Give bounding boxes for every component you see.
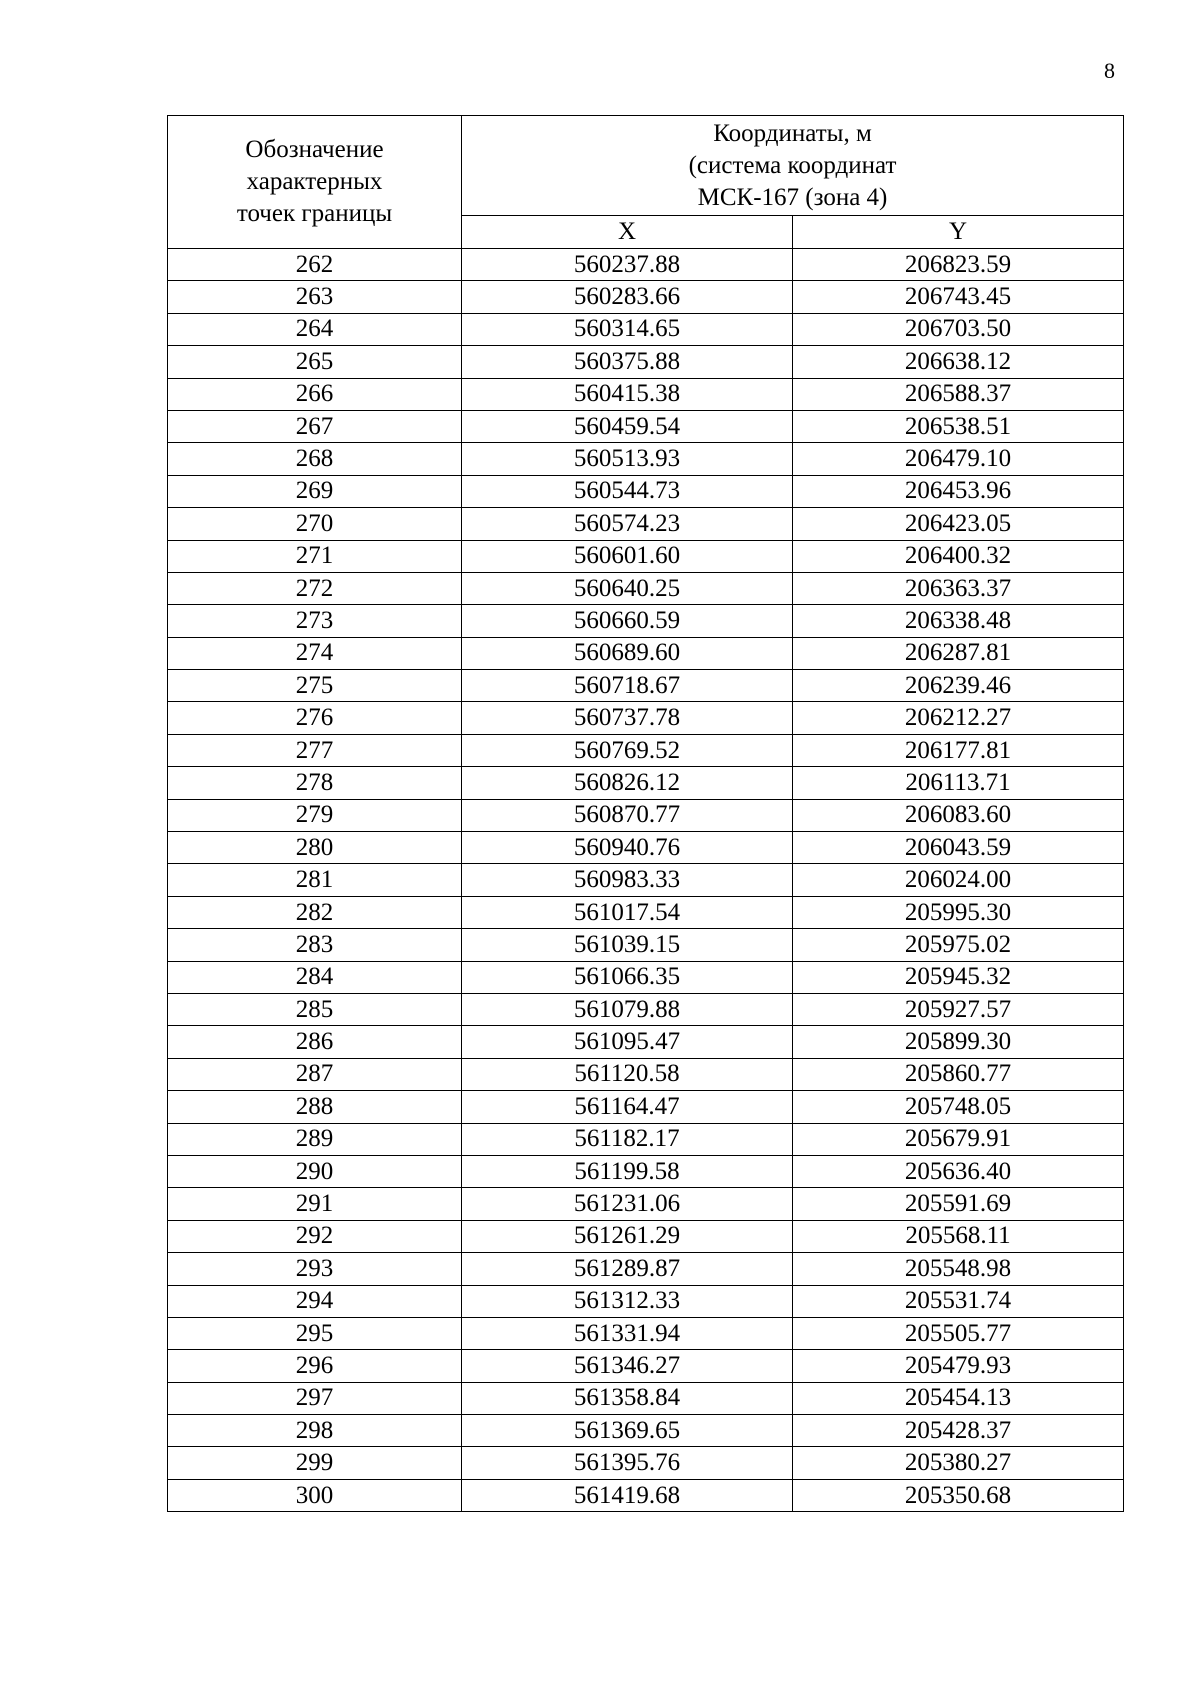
table-row [168,1253,1124,1285]
table-row [168,605,1124,637]
y-coordinate-cell: 206743.45 [793,281,1124,313]
x-coordinate-cell: 560601.60 [462,540,793,572]
point-number-cell: 268 [168,443,462,475]
x-coordinate-cell: 561039.15 [462,929,793,961]
page-number: 8 [1104,58,1115,83]
table-row [168,734,1124,766]
x-coordinate-cell: 561346.27 [462,1350,793,1382]
point-number-cell: 264 [168,313,462,345]
point-designation-header-line: Обозначение [245,136,384,163]
point-number-cell: 293 [168,1253,462,1285]
y-coordinate-cell: 205479.93 [793,1350,1124,1382]
x-coordinate-cell: 560283.66 [462,281,793,313]
y-coordinate-cell: 206638.12 [793,346,1124,378]
y-coordinate-cell: 205454.13 [793,1382,1124,1414]
table-row [168,1317,1124,1349]
table-row [168,993,1124,1025]
y-coordinate-cell: 206588.37 [793,378,1124,410]
table-row [168,799,1124,831]
table-row [168,540,1124,572]
y-coordinate-cell: 206823.59 [793,249,1124,281]
y-coordinate-cell: 206212.27 [793,702,1124,734]
x-coordinate-cell: 561164.47 [462,1091,793,1123]
point-number-cell: 292 [168,1220,462,1252]
table-row [168,1155,1124,1187]
table-row [168,508,1124,540]
table-row [168,1479,1124,1511]
table-row [168,281,1124,313]
table-row [168,1415,1124,1447]
table-row [168,346,1124,378]
point-number-cell: 294 [168,1285,462,1317]
y-coordinate-cell: 206400.32 [793,540,1124,572]
coordinates-header-line: (система координат [688,151,897,179]
y-coordinate-cell: 205568.11 [793,1220,1124,1252]
x-coordinate-cell: 560769.52 [462,734,793,766]
point-number-cell: 296 [168,1350,462,1382]
table-row [168,249,1124,281]
y-coordinate-cell: 206083.60 [793,799,1124,831]
table-row [168,572,1124,604]
x-coordinate-cell: 560737.78 [462,702,793,734]
x-coordinate-cell: 560826.12 [462,767,793,799]
point-number-cell: 271 [168,540,462,572]
table-row [168,929,1124,961]
y-coordinate-cell: 205548.98 [793,1253,1124,1285]
y-coordinate-cell: 206043.59 [793,832,1124,864]
point-number-cell: 263 [168,281,462,313]
x-coordinate-cell: 560375.88 [462,346,793,378]
point-number-cell: 285 [168,993,462,1025]
x-coordinate-cell: 560940.76 [462,832,793,864]
table-row [168,702,1124,734]
x-coordinate-cell: 561231.06 [462,1188,793,1220]
table-row [168,1058,1124,1090]
point-number-cell: 281 [168,864,462,896]
y-coordinate-cell: 205860.77 [793,1058,1124,1090]
x-coordinate-cell: 560983.33 [462,864,793,896]
y-coordinate-cell: 205975.02 [793,929,1124,961]
coordinates-table [167,115,1124,1512]
table-row [168,1091,1124,1123]
point-number-cell: 300 [168,1479,462,1511]
point-number-cell: 297 [168,1382,462,1414]
point-number-cell: 266 [168,378,462,410]
point-number-cell: 298 [168,1415,462,1447]
y-coordinate-cell: 205380.27 [793,1447,1124,1479]
x-coordinate-cell: 561358.84 [462,1382,793,1414]
y-coordinate-cell: 205927.57 [793,993,1124,1025]
x-coordinate-cell: 561017.54 [462,896,793,928]
x-coordinate-cell: 561395.76 [462,1447,793,1479]
point-number-cell: 276 [168,702,462,734]
y-coordinate-cell: 206177.81 [793,734,1124,766]
point-number-cell: 290 [168,1155,462,1187]
x-coordinate-cell: 560574.23 [462,508,793,540]
table-row [168,1447,1124,1479]
coordinates-header-line: Координаты, м [713,119,872,147]
point-number-cell: 278 [168,767,462,799]
y-coordinate-cell: 205505.77 [793,1317,1124,1349]
point-number-cell: 272 [168,572,462,604]
point-number-cell: 282 [168,896,462,928]
table-row [168,1188,1124,1220]
point-number-cell: 273 [168,605,462,637]
table-row [168,1350,1124,1382]
y-coordinate-cell: 206453.96 [793,475,1124,507]
y-coordinate-cell: 206538.51 [793,410,1124,442]
x-coordinate-cell: 560660.59 [462,605,793,637]
table-row [168,896,1124,928]
table-row [168,637,1124,669]
point-number-cell: 267 [168,410,462,442]
table-row [168,1123,1124,1155]
x-coordinate-cell: 561199.58 [462,1155,793,1187]
x-coordinate-cell: 561369.65 [462,1415,793,1447]
point-number-cell: 274 [168,637,462,669]
y-coordinate-cell: 206338.48 [793,605,1124,637]
y-coordinate-cell: 205748.05 [793,1091,1124,1123]
y-coordinate-cell: 205350.68 [793,1479,1124,1511]
table-row [168,670,1124,702]
y-coordinate-cell: 206024.00 [793,864,1124,896]
table-row [168,1220,1124,1252]
y-column-header: Y [793,216,1124,249]
x-coordinate-cell: 560237.88 [462,249,793,281]
point-number-cell: 289 [168,1123,462,1155]
y-coordinate-cell: 205428.37 [793,1415,1124,1447]
y-coordinate-cell: 206479.10 [793,443,1124,475]
x-coordinate-cell: 560870.77 [462,799,793,831]
point-number-cell: 288 [168,1091,462,1123]
x-coordinate-cell: 560718.67 [462,670,793,702]
table-row [168,1026,1124,1058]
table-row [168,1382,1124,1414]
y-coordinate-cell: 205899.30 [793,1026,1124,1058]
coordinates-header-line: МСК-167 (зона 4) [697,183,888,211]
x-coordinate-cell: 560459.54 [462,410,793,442]
x-coordinate-cell: 561066.35 [462,961,793,993]
point-number-cell: 270 [168,508,462,540]
x-coordinate-cell: 561120.58 [462,1058,793,1090]
point-number-cell: 287 [168,1058,462,1090]
table-row [168,313,1124,345]
table-row [168,767,1124,799]
x-coordinate-cell: 560544.73 [462,475,793,507]
point-number-cell: 275 [168,670,462,702]
x-column-header: X [462,216,793,249]
y-coordinate-cell: 206703.50 [793,313,1124,345]
point-number-cell: 265 [168,346,462,378]
x-coordinate-cell: 561419.68 [462,1479,793,1511]
x-coordinate-cell: 561079.88 [462,993,793,1025]
y-coordinate-cell: 206239.46 [793,670,1124,702]
x-coordinate-cell: 561289.87 [462,1253,793,1285]
x-coordinate-cell: 560314.65 [462,313,793,345]
y-coordinate-cell: 205995.30 [793,896,1124,928]
point-number-cell: 286 [168,1026,462,1058]
point-designation-header-line: точек границы [236,200,393,227]
table-row [168,443,1124,475]
table-row [168,475,1124,507]
table-row [168,378,1124,410]
x-coordinate-cell: 560513.93 [462,443,793,475]
point-number-cell: 291 [168,1188,462,1220]
y-coordinate-cell: 206423.05 [793,508,1124,540]
table-row [168,410,1124,442]
point-number-cell: 269 [168,475,462,507]
x-coordinate-cell: 560689.60 [462,637,793,669]
point-number-cell: 299 [168,1447,462,1479]
point-number-cell: 283 [168,929,462,961]
x-coordinate-cell: 561182.17 [462,1123,793,1155]
point-number-cell: 284 [168,961,462,993]
point-designation-header [168,116,462,249]
coordinates-header [462,116,1124,216]
table-row [168,864,1124,896]
y-coordinate-cell: 205531.74 [793,1285,1124,1317]
y-coordinate-cell: 206287.81 [793,637,1124,669]
table-row [168,832,1124,864]
y-coordinate-cell: 205591.69 [793,1188,1124,1220]
point-number-cell: 262 [168,249,462,281]
y-coordinate-cell: 206363.37 [793,572,1124,604]
point-number-cell: 279 [168,799,462,831]
x-coordinate-cell: 561095.47 [462,1026,793,1058]
table-row [168,961,1124,993]
table-row [168,1285,1124,1317]
y-coordinate-cell: 205636.40 [793,1155,1124,1187]
point-number-cell: 277 [168,734,462,766]
y-coordinate-cell: 205679.91 [793,1123,1124,1155]
x-coordinate-cell: 560415.38 [462,378,793,410]
point-designation-header-line: характерных [246,168,383,195]
x-coordinate-cell: 560640.25 [462,572,793,604]
coordinates-table-body [168,249,1124,1512]
x-coordinate-cell: 561312.33 [462,1285,793,1317]
y-coordinate-cell: 205945.32 [793,961,1124,993]
y-coordinate-cell: 206113.71 [793,767,1124,799]
x-coordinate-cell: 561331.94 [462,1317,793,1349]
x-coordinate-cell: 561261.29 [462,1220,793,1252]
point-number-cell: 280 [168,832,462,864]
point-number-cell: 295 [168,1317,462,1349]
